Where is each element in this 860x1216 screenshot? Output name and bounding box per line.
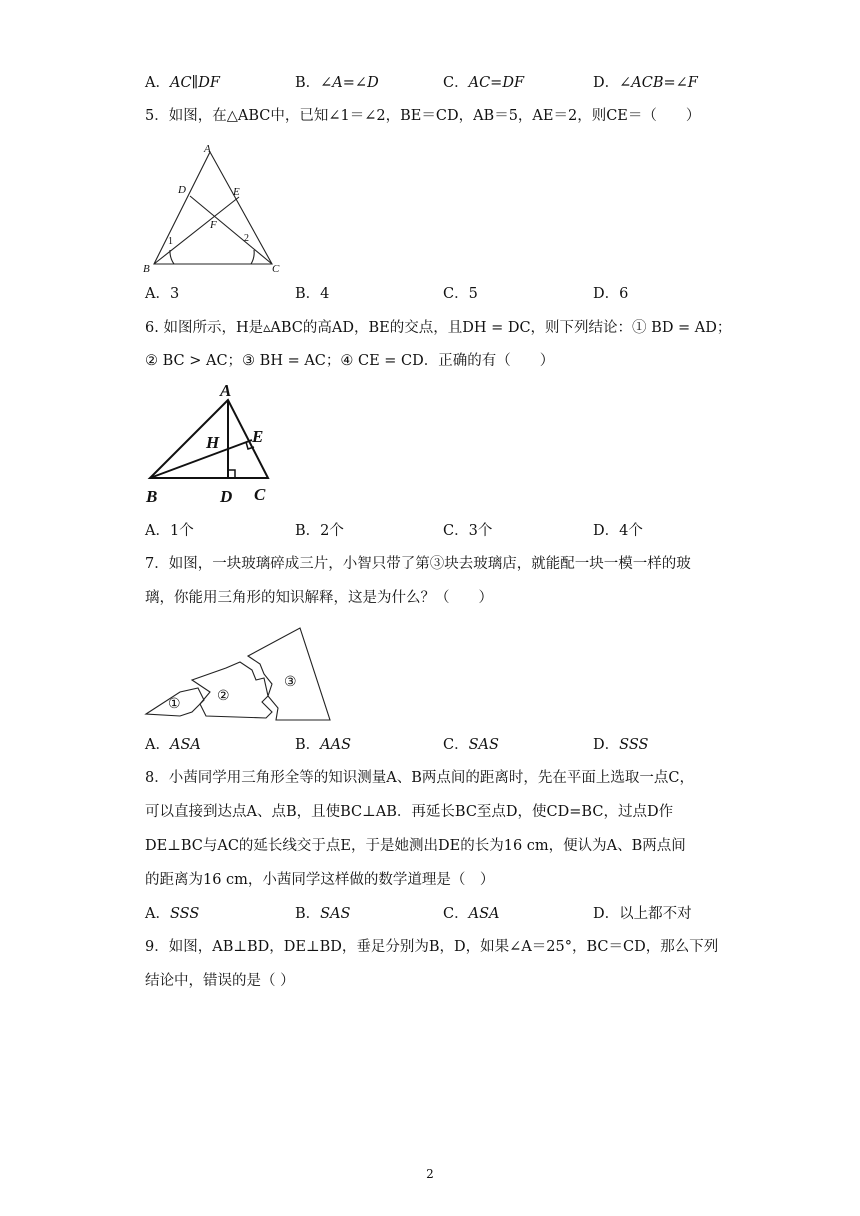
q5-question: 5．如图，在△ABC中，已知∠1＝∠2，BE＝CD，AB＝5，AE＝2，则CE＝（ ）: [145, 108, 701, 124]
q8-question-line2: 可以直接到达点A、点B，且使BC⊥AB．再延长BC至点D，使CD=BC，过点D作: [145, 804, 674, 820]
q5-option-a: A．3: [145, 286, 180, 302]
q5-label-d: D: [178, 184, 186, 196]
q8-question-line1: 8．小茜同学用三角形全等的知识测量A、B两点间的距离时，先在平面上选取一点C，: [145, 770, 694, 786]
q7-option-c: C．SAS: [443, 737, 499, 753]
q7-piece-1: ①: [168, 697, 181, 712]
page-number: 2: [426, 1167, 434, 1181]
q7-option-d: D．SSS: [593, 737, 649, 753]
q5-option-b: B．4: [295, 286, 330, 302]
q5-option-d: D．6: [593, 286, 629, 302]
q8-option-c: C．ASA: [443, 906, 500, 922]
q6-option-a: A．1个: [145, 523, 194, 539]
q6-question-line2: ② BC > AC；③ BH = AC；④ CE = CD．正确的有（ ）: [145, 353, 555, 369]
q4-option-a: A．AC∥DF: [145, 75, 220, 91]
q6-label-h: H: [206, 433, 220, 452]
q7-question-line1: 7．如图，一块玻璃碎成三片，小智只带了第③块去玻璃店，就能配一块一模一样的玻: [145, 556, 691, 572]
q6-label-a: A: [220, 381, 232, 400]
q6-option-b: B．2个: [295, 523, 344, 539]
q7-option-b: B．AAS: [295, 737, 352, 753]
q7-question-line2: 璃，你能用三角形的知识解释，这是为什么？（ ）: [145, 590, 493, 606]
q6-label-b: B: [146, 487, 158, 506]
q5-figure: [138, 140, 298, 280]
q6-figure: [140, 380, 290, 510]
q8-option-a: A．SSS: [145, 906, 200, 922]
q5-angle-2: 2: [244, 233, 249, 244]
q7-piece-3: ③: [284, 675, 297, 690]
q6-option-d: D．4个: [593, 523, 643, 539]
q6-label-e: E: [252, 427, 264, 446]
q5-angle-1: 1: [168, 236, 173, 247]
q8-question-line3: DE⊥BC与AC的延长线交于点E，于是她测出DE的长为16 cm，便认为A、B两点间: [145, 838, 686, 854]
q6-label-d: D: [220, 487, 233, 506]
q6-option-c: C．3个: [443, 523, 493, 539]
q8-question-line4: 的距离为16 cm，小茜同学这样做的数学道理是（ ）: [145, 872, 495, 888]
q4-option-c: C．AC=DF: [443, 75, 525, 91]
q7-option-a: A．ASA: [145, 737, 201, 753]
q6-label-c: C: [254, 485, 266, 504]
q9-question-line1: 9．如图，AB⊥BD，DE⊥BD，垂足分别为B，D，如果∠A＝25°，BC＝CD，那么下列: [145, 939, 719, 955]
q8-option-d: D．以上都不对: [593, 906, 692, 922]
q4-option-d: D．∠ACB=∠F: [593, 75, 698, 91]
q5-label-c: C: [272, 263, 280, 275]
q5-option-c: C．5: [443, 286, 478, 302]
q7-piece-2: ②: [217, 689, 230, 704]
q5-label-a: A: [204, 143, 211, 155]
q8-option-b: B．SAS: [295, 906, 351, 922]
q5-label-f: F: [210, 219, 217, 231]
q5-label-e: E: [233, 186, 240, 198]
q6-question-line1: 6. 如图所示，H是▵ABC的高AD，BE的交点，且DH = DC，则下列结论：① BD = AD；: [145, 320, 732, 336]
q4-option-b: B．∠A=∠D: [295, 75, 379, 91]
q9-question-line2: 结论中，错误的是（ ）: [145, 973, 295, 989]
q7-figure: [140, 620, 340, 725]
q5-label-b: B: [143, 263, 150, 275]
